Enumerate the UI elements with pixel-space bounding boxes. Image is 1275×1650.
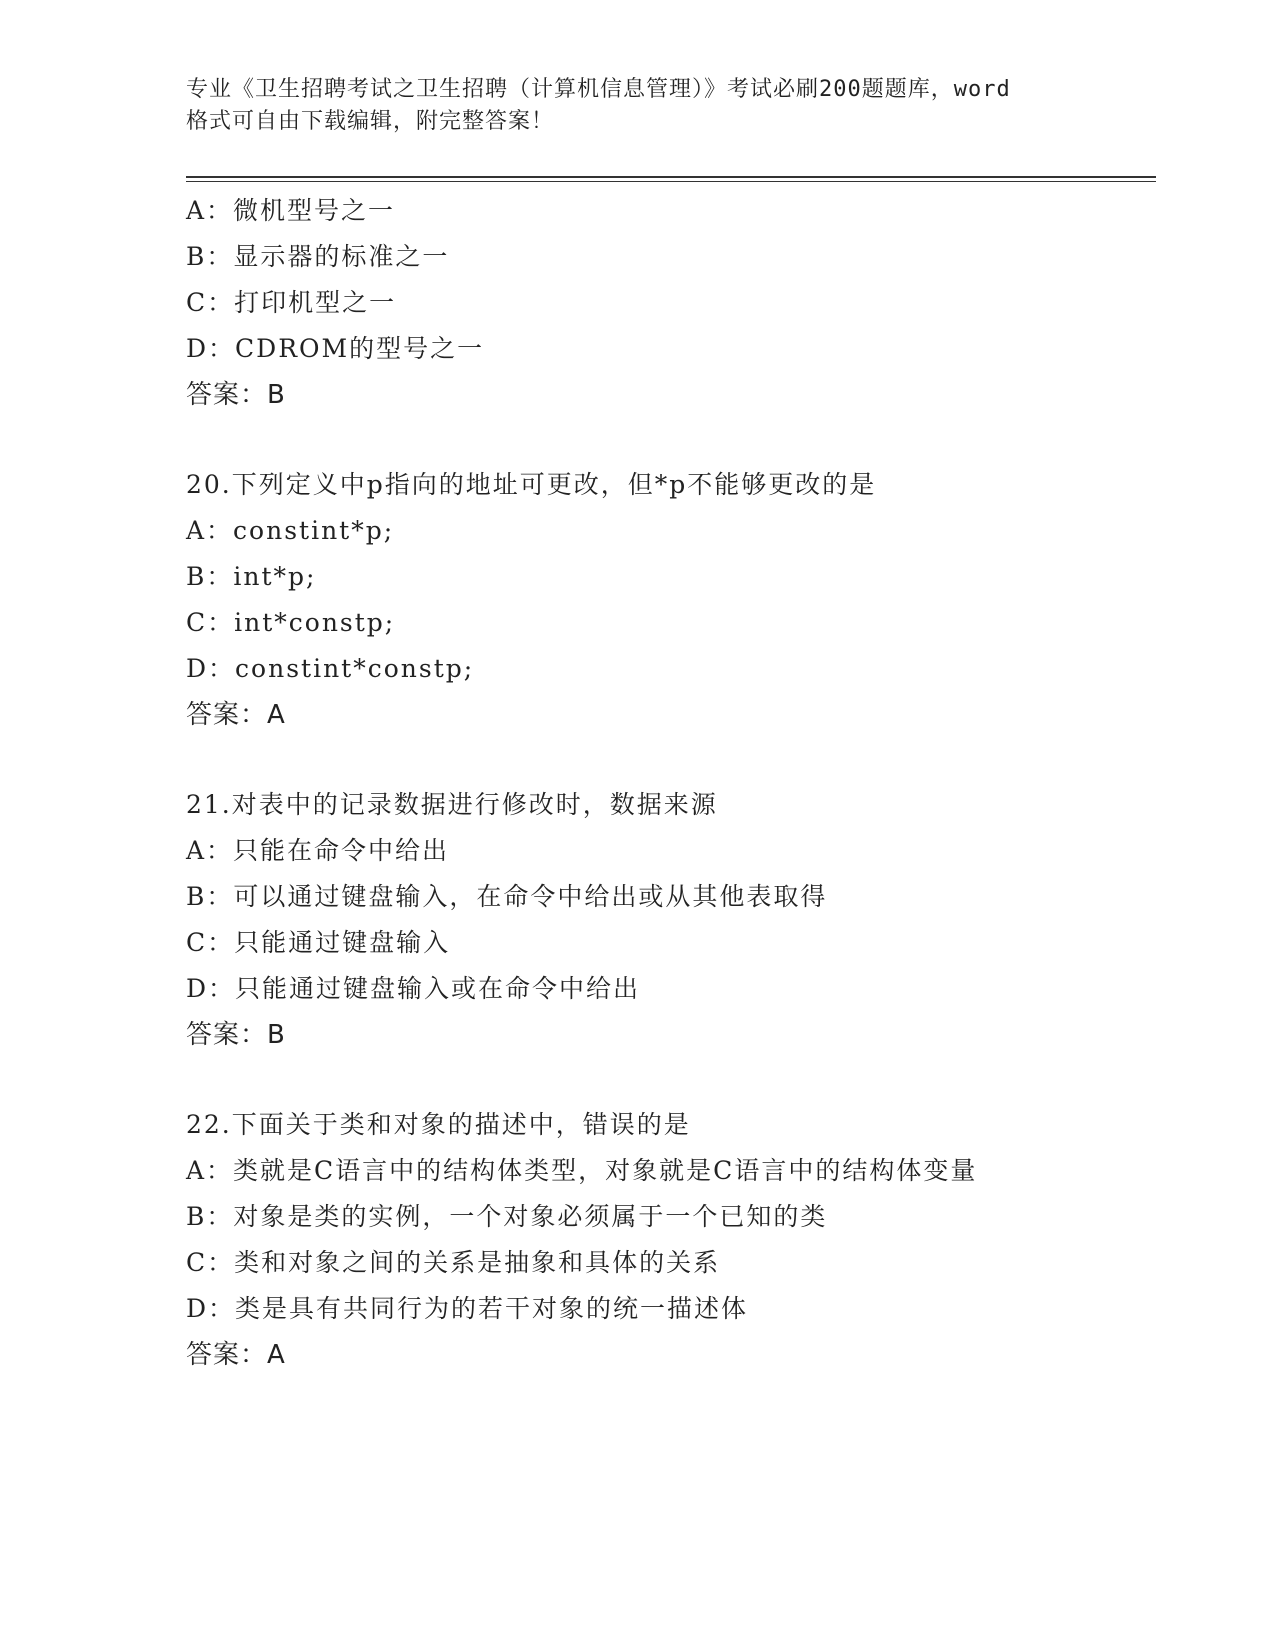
option-d: D：CDROM的型号之一 xyxy=(186,334,485,363)
question-list xyxy=(186,188,1146,1378)
option-d: D：constint*constp; xyxy=(186,654,475,683)
answer-line: 答案：B xyxy=(186,1020,286,1050)
header-line-1: 专业《卫生招聘考试之卫生招聘（计算机信息管理）》考试必刷200题题库，word xyxy=(186,77,1011,102)
header-divider-thick xyxy=(186,176,1156,178)
document-header xyxy=(186,74,1086,138)
question-block-20 xyxy=(186,462,1146,738)
option-b: B：可以通过键盘输入，在命令中给出或从其他表取得 xyxy=(186,882,828,911)
option-c: C：只能通过键盘输入 xyxy=(186,928,451,957)
question-block-19 xyxy=(186,188,1146,418)
question-text: 22.下面关于类和对象的描述中，错误的是 xyxy=(186,1110,691,1139)
question-text: 20.下列定义中p指向的地址可更改，但*p不能够更改的是 xyxy=(186,470,877,499)
option-a: A：只能在命令中给出 xyxy=(186,836,450,865)
option-b: B：显示器的标准之一 xyxy=(186,242,450,271)
option-d: D：类是具有共同行为的若干对象的统一描述体 xyxy=(186,1294,749,1323)
option-a: A：类就是C语言中的结构体类型，对象就是C语言中的结构体变量 xyxy=(186,1156,978,1185)
option-b: B：int*p; xyxy=(186,562,317,591)
question-block-21 xyxy=(186,782,1146,1058)
answer-line: 答案：A xyxy=(186,1340,286,1370)
answer-line: 答案：B xyxy=(186,380,286,410)
answer-line: 答案：A xyxy=(186,700,286,730)
option-c: C：打印机型之一 xyxy=(186,288,397,317)
option-a: A：微机型号之一 xyxy=(186,196,396,225)
option-a: A：constint*p; xyxy=(186,516,395,545)
header-line-2: 格式可自由下载编辑，附完整答案！ xyxy=(186,109,555,134)
header-divider-thin xyxy=(186,181,1156,182)
option-d: D：只能通过键盘输入或在命令中给出 xyxy=(186,974,641,1003)
option-c: C：类和对象之间的关系是抽象和具体的关系 xyxy=(186,1248,721,1277)
option-b: B：对象是类的实例，一个对象必须属于一个已知的类 xyxy=(186,1202,828,1231)
option-c: C：int*constp; xyxy=(186,608,396,637)
question-block-22 xyxy=(186,1102,1146,1378)
question-text: 21.对表中的记录数据进行修改时，数据来源 xyxy=(186,790,718,819)
